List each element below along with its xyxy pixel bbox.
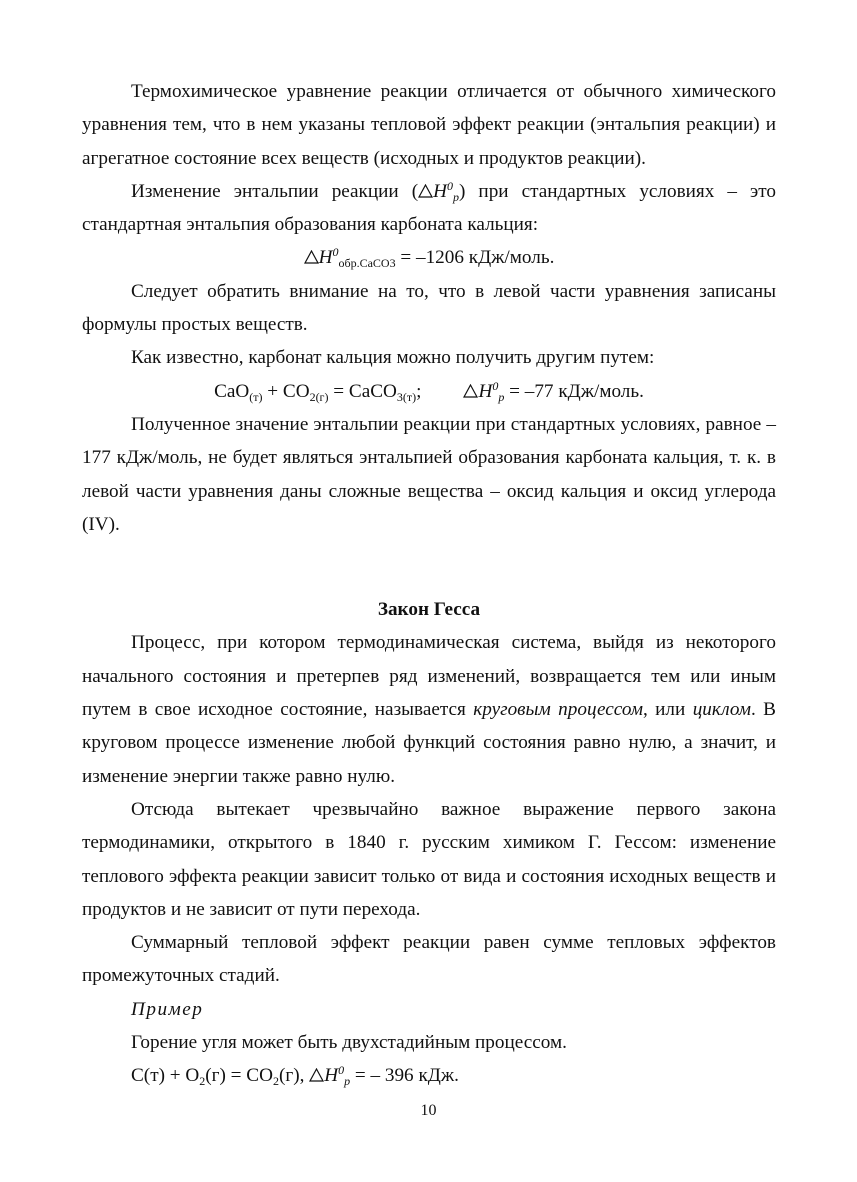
paragraph-total-effect: Суммарный тепловой эффект реакции равен сумме тепловых эффектов промежуточных стадий. bbox=[82, 932, 776, 987]
pressure-subscript: p bbox=[498, 389, 505, 404]
p2-before: Изменение энтальпии реакции ( bbox=[131, 180, 419, 202]
standard-superscript: 0 bbox=[492, 378, 499, 393]
enthalpy-symbol: H bbox=[318, 247, 333, 269]
eq3-term: (г) = CO bbox=[205, 1065, 273, 1087]
eq2-term: CaO bbox=[214, 380, 250, 402]
standard-superscript: 0 bbox=[338, 1063, 345, 1078]
paragraph-thermochemical-equation: Термохимическое уравнение реакции отличается от обычного химического уравнения тем, что в нем указаны тепловой эффект реакции (энтальпия реакции) и агрегатное состояние всех веществ (исходных и продуктов реакции). bbox=[82, 81, 776, 169]
equation-value: = –77 кДж/моль. bbox=[504, 380, 644, 402]
eq3-term: (г), bbox=[278, 1065, 310, 1087]
paragraph-hess-law: Отсюда вытекает чрезвычайно важное выражение первого закона термодинамики, открытого в 1840 г. русским химиком Г. Гессом: изменение теплового эффекта реакции зависит только от вида и состояния исходных веществ и продуктов и не зависит от пути перехода. bbox=[82, 798, 776, 920]
delta-icon bbox=[463, 384, 478, 398]
paragraph-coal-combustion: Горение угля может быть двухстадийным процессом. bbox=[131, 1032, 567, 1054]
eq2-term: + CO bbox=[262, 380, 310, 402]
p6-after: . В круговом процессе изменение любой функций состояния равно нулю, а значит, и изменение энергии также равно нулю. bbox=[82, 699, 776, 787]
delta-icon bbox=[418, 184, 433, 198]
term-circular-process: круговым процессом bbox=[473, 699, 643, 721]
equation-carbon-combustion bbox=[82, 1059, 776, 1092]
delta-icon bbox=[304, 250, 319, 264]
paragraph-simple-substances: Следует обратить внимание на то, что в левой части уравнения записаны формулы простых веществ. bbox=[82, 280, 776, 336]
body-text bbox=[82, 75, 776, 1093]
equation-cao-co2 bbox=[82, 375, 776, 408]
paragraph-cyclic-process bbox=[82, 626, 776, 792]
equation-value: = – 396 кДж. bbox=[350, 1065, 459, 1087]
page-number: 10 bbox=[420, 1102, 437, 1119]
eq3-sub: 2 bbox=[199, 1074, 206, 1089]
paragraph-enthalpy-change bbox=[82, 175, 776, 242]
example-label bbox=[82, 993, 776, 1026]
standard-superscript: 0 bbox=[446, 178, 453, 193]
enthalpy-symbol: H bbox=[433, 180, 447, 202]
term-cycle: циклом bbox=[692, 699, 751, 721]
standard-superscript: 0 bbox=[332, 245, 339, 260]
enthalpy-symbol: H bbox=[478, 380, 493, 402]
pressure-subscript: p bbox=[452, 189, 459, 204]
equation-formation-enthalpy bbox=[82, 241, 776, 274]
p6-mid: , или bbox=[642, 699, 693, 721]
enthalpy-symbol: H bbox=[324, 1065, 339, 1087]
eq2-sub: 3(т) bbox=[396, 389, 417, 404]
p2-after: ) при стандартных условиях – это стандартная энтальпия образования карбоната кальция: bbox=[82, 180, 776, 236]
p6-before: Процесс, при котором термодинамическая система, выйдя из некоторого начального состояния и претерпев ряд изменений, возвращается тем или иным путем в свое исходное состояние, называется bbox=[82, 632, 776, 721]
eq2-sub: (т) bbox=[249, 389, 263, 404]
eq3-sub: 2 bbox=[272, 1074, 279, 1089]
equation-value: = –1206 кДж/моль. bbox=[395, 247, 555, 269]
eq2-sub: 2(г) bbox=[309, 389, 329, 404]
paragraph-obtained-value: Полученное значение энтальпии реакции при стандартных условиях, равное –177 кДж/моль, не будет являться энтальпией образования карбоната кальция, т. к. в левой части уравнения даны сложные вещества – оксид кальция и оксид углерода (IV). bbox=[82, 413, 776, 535]
formation-subscript: обр.CaCO3 bbox=[338, 256, 396, 271]
section-heading: Закон Гесса bbox=[377, 599, 481, 621]
eq3-term: C(т) + O bbox=[131, 1065, 200, 1087]
section-spacer bbox=[82, 541, 776, 593]
delta-icon bbox=[309, 1068, 324, 1082]
pressure-subscript: p bbox=[344, 1074, 351, 1089]
paragraph-another-path: Как известно, карбонат кальция можно получить другим путем: bbox=[131, 347, 655, 369]
example-label-text: Пример bbox=[131, 998, 204, 1020]
eq2-term: = CaCO bbox=[328, 380, 397, 402]
eq2-term: ; bbox=[416, 380, 422, 402]
